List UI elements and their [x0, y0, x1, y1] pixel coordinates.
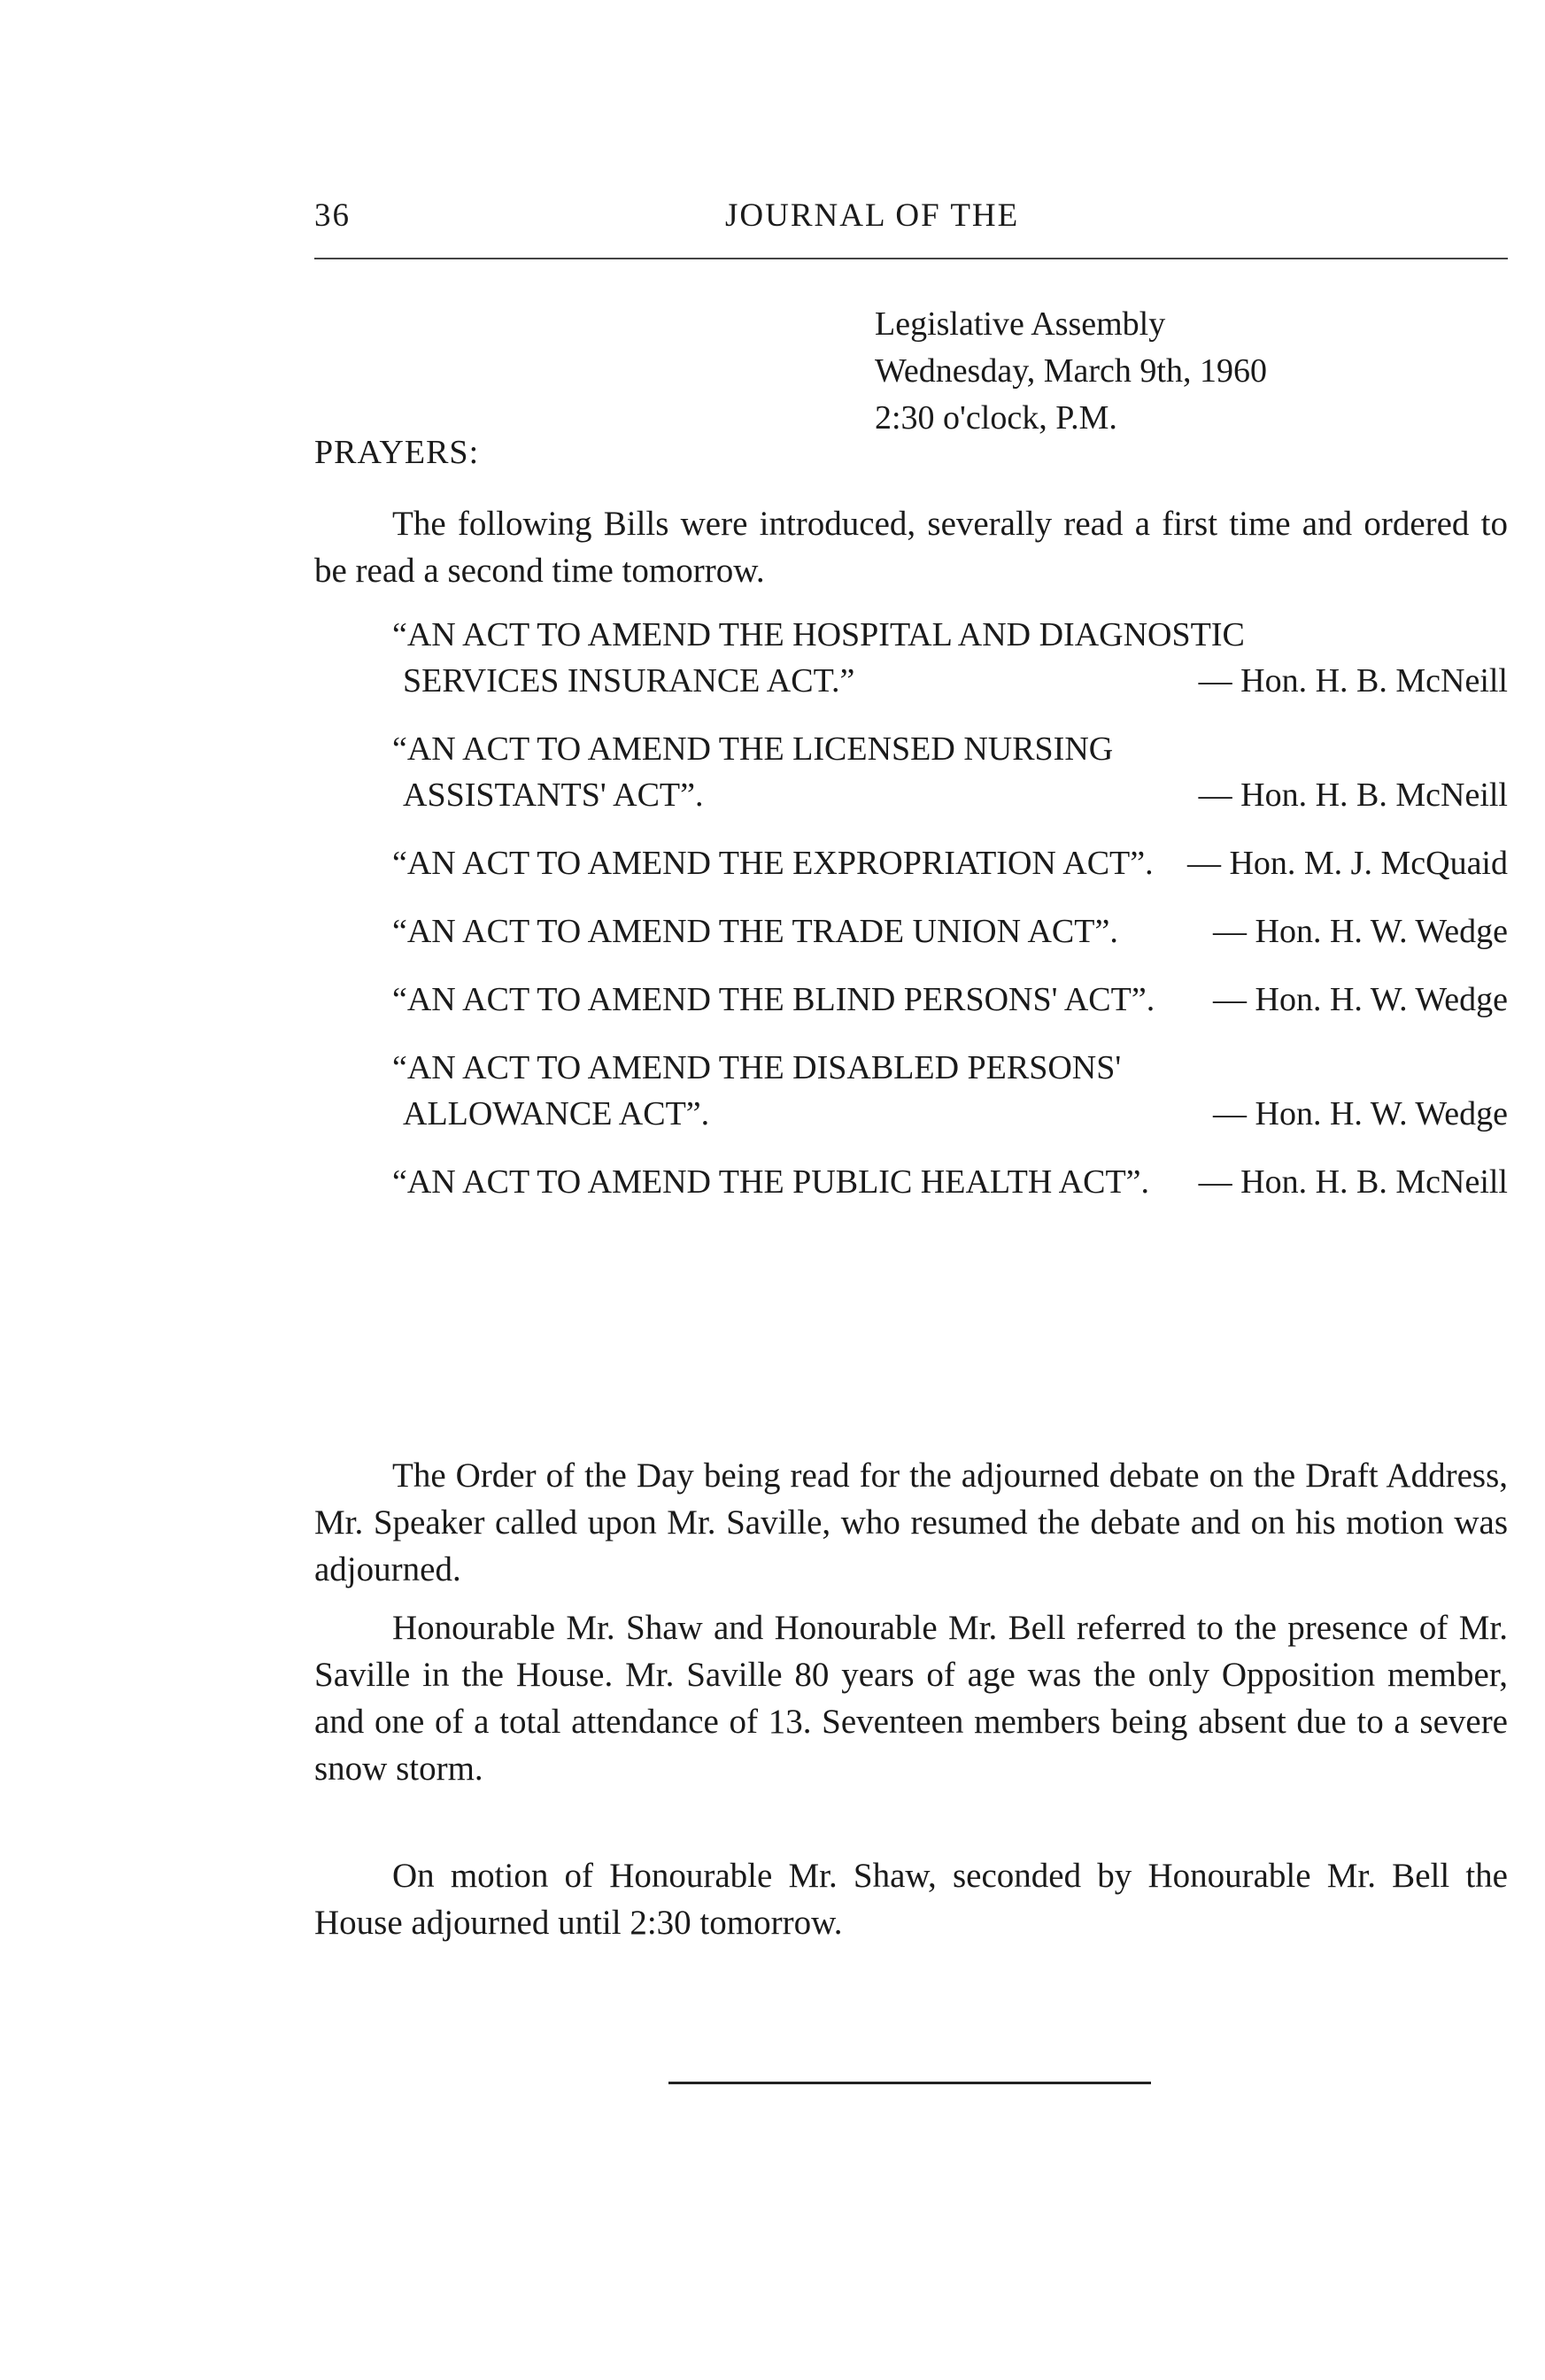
bill-entry — [392, 1159, 1508, 1205]
attendance-paragraph: Honourable Mr. Shaw and Honourable Mr. Bell referred to the presence of Mr. Saville in the House. Mr. Saville 80 years of age was the only Opposition member, and one of a total attendance of 13. Seventeen members being absent due to a severe snow storm. — [314, 1609, 1508, 1788]
bill-title: “AN ACT TO AMEND THE TRADE UNION ACT”. — [392, 913, 1118, 950]
bill-title: “AN ACT TO AMEND THE BLIND PERSONS' ACT”. — [392, 981, 1155, 1018]
page-header — [314, 197, 1508, 250]
bill-title: “AN ACT TO AMEND THE EXPROPRIATION ACT”. — [392, 845, 1154, 882]
page-number: 36 — [314, 197, 351, 234]
end-rule — [668, 2082, 1151, 2084]
dateline-date: Wednesday, March 9th, 1960 — [875, 352, 1267, 390]
bill-title: “AN ACT TO AMEND THE HOSPITAL AND DIAGNOSTIC SERVICES INSURANCE ACT.” — [392, 616, 1245, 699]
bill-entry — [392, 977, 1508, 1023]
bill-sponsor: — Hon. H. B. McNeill — [1198, 662, 1508, 699]
debate-paragraph: The Order of the Day being read for the adjourned debate on the Draft Address, Mr. Speaker called upon Mr. Saville, who resumed the debate and on his motion was adjourned. — [314, 1457, 1508, 1588]
intro-paragraph: The following Bills were introduced, severally read a first time and ordered to be read a second time tomorrow. — [314, 505, 1508, 590]
prayers-label: PRAYERS: — [314, 434, 480, 471]
bill-sponsor: — Hon. H. W. Wedge — [1213, 981, 1508, 1018]
bill-entry — [392, 1045, 1508, 1137]
dateline-time: 2:30 o'clock, P.M. — [875, 399, 1117, 437]
bill-sponsor: — Hon. M. J. McQuaid — [1186, 845, 1508, 882]
bill-entry — [392, 726, 1508, 818]
dateline — [875, 301, 1267, 442]
bill-title: “AN ACT TO AMEND THE DISABLED PERSONS' ALLOWANCE ACT”. — [392, 1049, 1122, 1132]
header-rule — [314, 258, 1508, 259]
running-head: JOURNAL OF THE — [725, 197, 1020, 234]
bill-list — [392, 612, 1508, 1227]
dateline-body: Legislative Assembly — [875, 305, 1166, 343]
bill-title: “AN ACT TO AMEND THE LICENSED NURSING ASSISTANTS' ACT”. — [392, 730, 1114, 814]
bill-sponsor: — Hon. H. B. McNeill — [1198, 777, 1508, 814]
bill-entry — [392, 908, 1508, 954]
bill-entry — [392, 840, 1508, 886]
adjournment-paragraph: On motion of Honourable Mr. Shaw, seconded by Honourable Mr. Bell the House adjourned until 2:30 tomorrow. — [314, 1857, 1508, 1942]
bill-entry — [392, 612, 1508, 704]
bill-sponsor: — Hon. H. W. Wedge — [1213, 1095, 1508, 1132]
bill-sponsor: — Hon. H. W. Wedge — [1213, 913, 1508, 950]
bill-sponsor: — Hon. H. B. McNeill — [1198, 1163, 1508, 1201]
bill-title: “AN ACT TO AMEND THE PUBLIC HEALTH ACT”. — [392, 1163, 1150, 1201]
